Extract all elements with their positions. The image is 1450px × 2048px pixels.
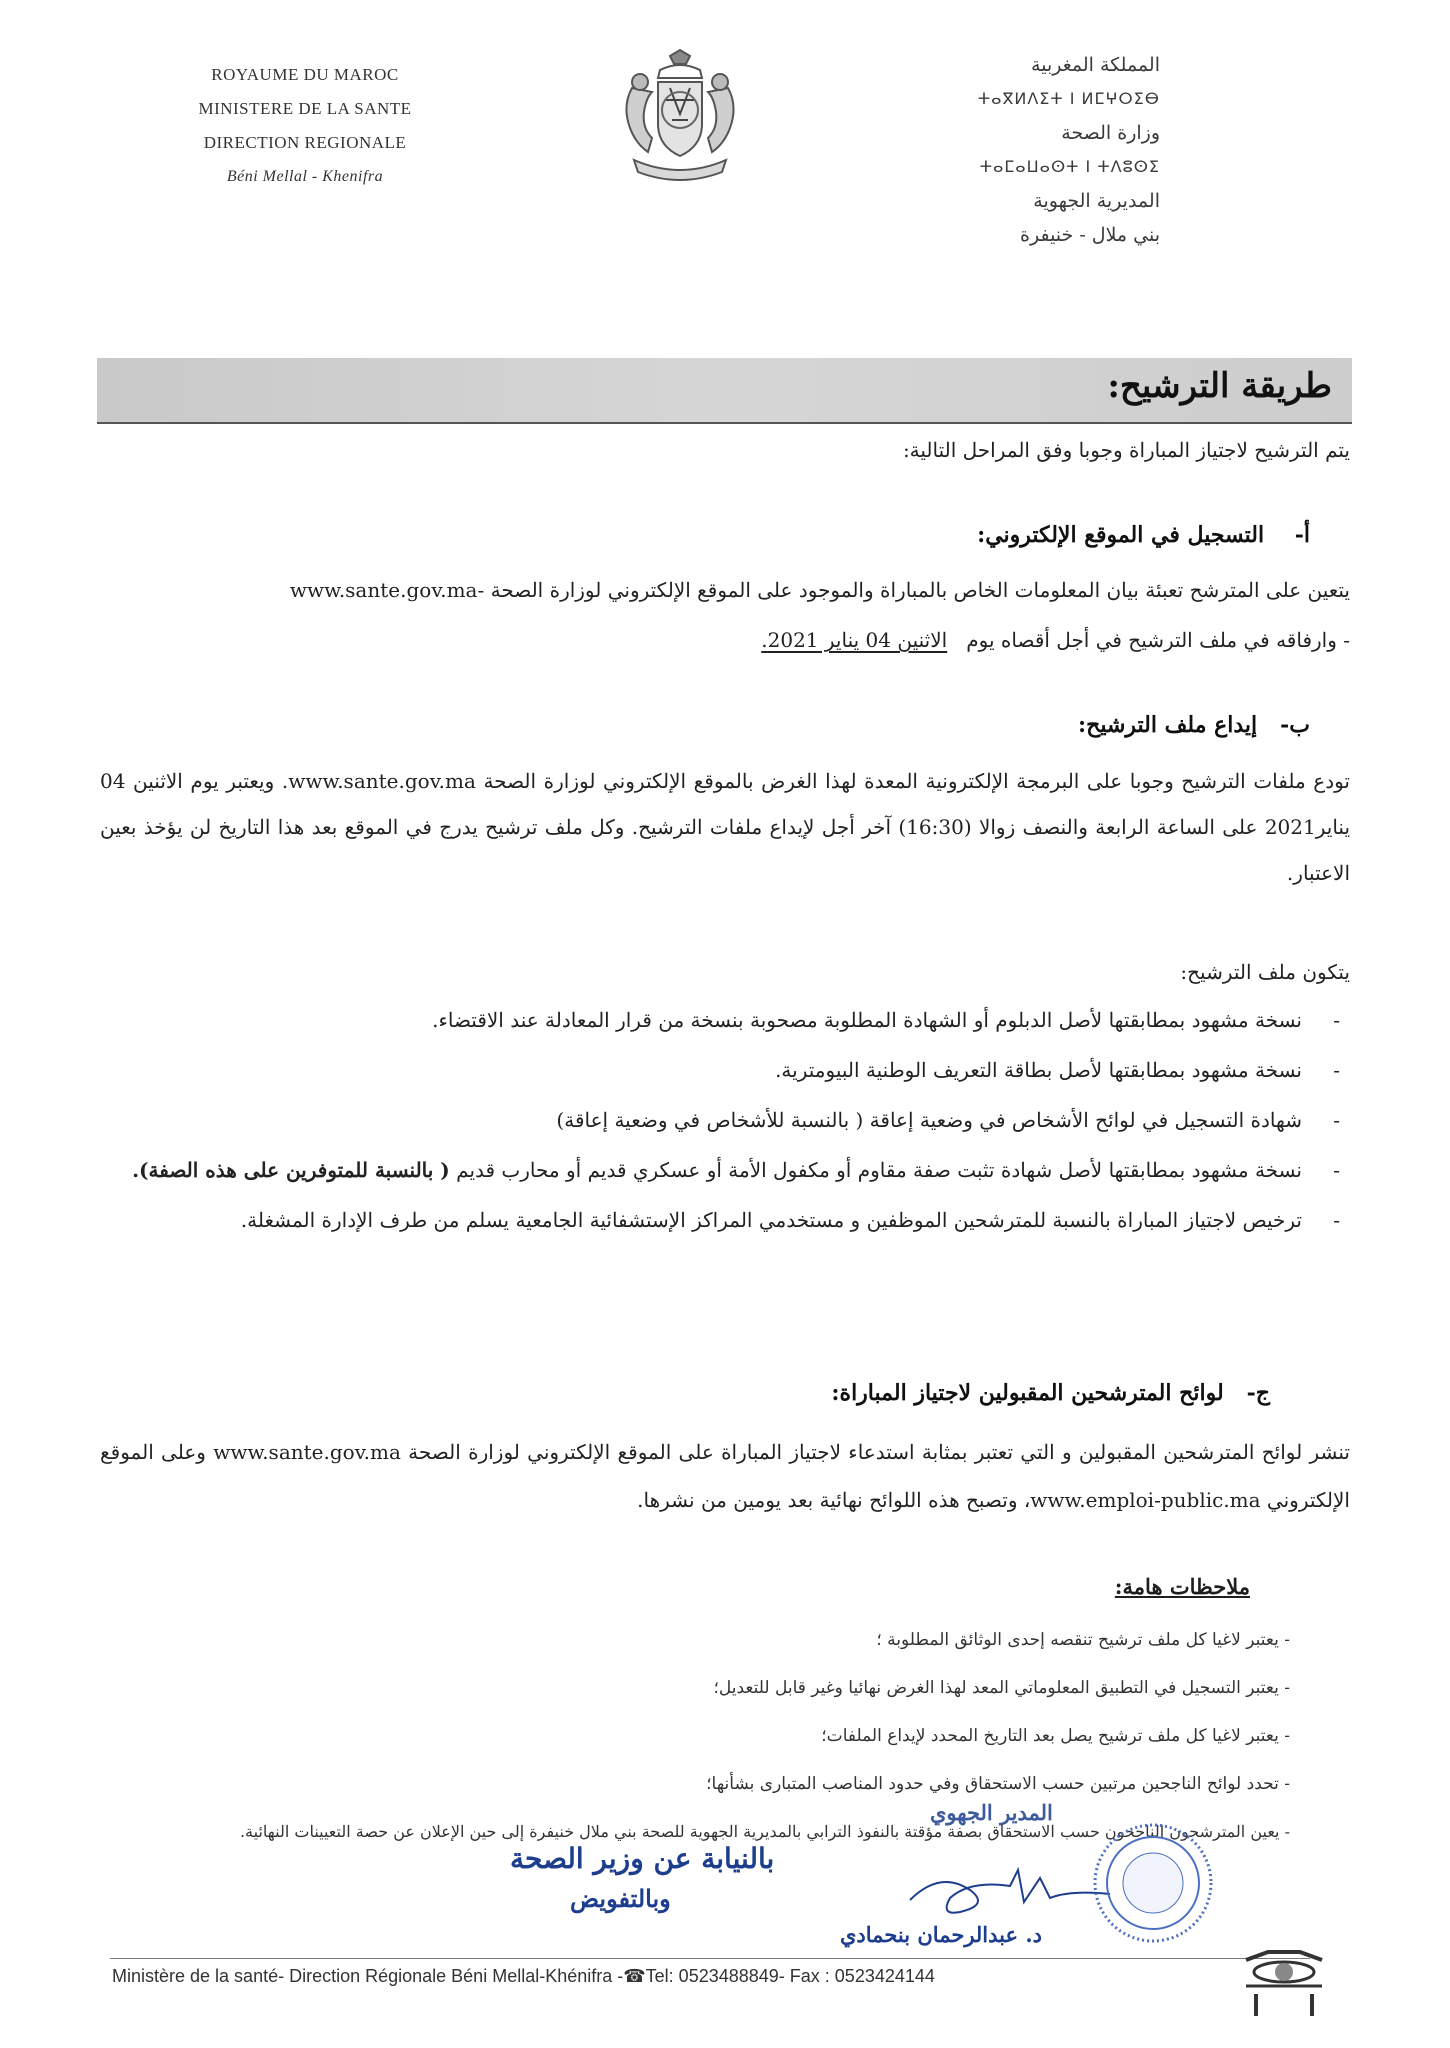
list-item: - شهادة التسجيل في لوائح الأشخاص في وضعية إعاقة ( بالنسبة للأشخاص في وضعية إعاقة) bbox=[556, 1108, 1340, 1132]
header-ar-line-5: المديرية الجهوية bbox=[1033, 190, 1160, 212]
ministry-eye-logo-icon bbox=[1238, 1950, 1330, 2020]
section-a-title: التسجيل في الموقع الإلكتروني: bbox=[977, 522, 1265, 548]
section-b-heading bbox=[1078, 712, 1310, 738]
footer-text: Ministère de la santé- Direction Régionale Béni Mellal-Khénifra - bbox=[112, 1966, 624, 1986]
header-fr-line-2: MINISTERE DE LA SANTE bbox=[198, 99, 412, 118]
section-c-text: تنشر لوائح المترشحين المقبولين و التي تعتبر بمثابة استدعاء لاجتياز المباراة على الموقع الإلكتروني لوزارة الصحة www.sante.gov.ma وعلى الموقع الإلكتروني www.emploi-public.ma، وتصبح هذه اللوائح نهائية بعد يومين من نشرها. bbox=[100, 1440, 1350, 1512]
footer-divider bbox=[110, 1958, 1310, 1959]
note-item: - يعتبر التسجيل في التطبيق المعلوماتي المعد لهذا الغرض نهائيا وغير قابل للتعديل؛ bbox=[713, 1678, 1290, 1698]
official-stamp-icon bbox=[1088, 1818, 1218, 1948]
intro-text: يتم الترشيح لاجتياز المباراة وجوبا وفق المراحل التالية: bbox=[902, 438, 1350, 462]
note-item: - تحدد لوائح الناجحين مرتبين حسب الاستحقاق وفي حدود المناصب المتبارى بشأنها؛ bbox=[706, 1774, 1290, 1794]
header-ar-line-3: وزارة الصحة bbox=[1061, 122, 1160, 144]
header-fr-line-4: Béni Mellal - Khenifra bbox=[226, 168, 384, 185]
file-intro: يتكون ملف الترشيح: bbox=[1180, 960, 1350, 984]
section-a-line-2 bbox=[90, 618, 1350, 662]
section-a-letter: أ- bbox=[1294, 522, 1310, 548]
footer-contact bbox=[112, 1966, 935, 1987]
file-item-text: نسخة مشهود بمطابقتها لأصل بطاقة التعريف الوطنية البيومترية. bbox=[775, 1058, 1302, 1082]
section-a-line-1: يتعين على المترشح تعبئة بيان المعلومات الخاص بالمباراة والموجود على الموقع الإلكتروني لوزارة الصحة -www.sante.gov.ma bbox=[289, 578, 1350, 602]
section-a-deadline: الاثنين 04 يناير 2021. bbox=[761, 628, 948, 652]
file-item-bold-note: ( بالنسبة للمتوفرين على هذه الصفة). bbox=[132, 1158, 450, 1182]
signatory-name: د. عبدالرحمان بنحمادي bbox=[840, 1922, 1043, 1947]
section-a-heading bbox=[977, 522, 1310, 548]
file-item-text: نسخة مشهود بمطابقتها لأصل الدبلوم أو الشهادة المطلوبة مصحوبة بنسخة من قرار المعادلة عند الاقتضاء. bbox=[432, 1008, 1302, 1032]
header-fr-line-1: ROYAUME DU MAROC bbox=[211, 65, 399, 84]
file-item-text: نسخة مشهود بمطابقتها لأصل شهادة تثبت صفة مقاوم أو مكفول الأمة أو عسكري قديم أو محارب قديم bbox=[456, 1158, 1302, 1182]
note-item: - يعتبر لاغيا كل ملف ترشيح تنقصه إحدى الوثائق المطلوبة ؛ bbox=[876, 1630, 1290, 1650]
section-c-title: لوائح المترشحين المقبولين لاجتياز المباراة: bbox=[831, 1380, 1224, 1406]
file-item-text: ترخيص لاجتياز المباراة بالنسبة للمترشحين الموظفين و مستخدمي المراكز الإستشفائية الجامعية يسلم من طرف الإدارة المشغلة. bbox=[240, 1208, 1302, 1232]
list-item: - نسخة مشهود بمطابقتها لأصل الدبلوم أو الشهادة المطلوبة مصحوبة بنسخة من قرار المعادلة عند الاقتضاء. bbox=[432, 1008, 1340, 1032]
section-banner bbox=[97, 358, 1352, 424]
section-b-text: تودع ملفات الترشيح وجوبا على البرمجة الإلكترونية المعدة لهذا الغرض بالموقع الإلكتروني لوزارة الصحة www.sante.gov.ma. ويعتبر يوم الاثنين 04 يناير2021 على الساعة الرابعة والنصف زوالا (16:30) آخر أجل لإيداع ملفات الترشيح. وكل ملف ترشيح يدرج في الموقع بعد هذا التاريخ لن يؤخذ بعين الاعتبار. bbox=[100, 769, 1351, 885]
header-french bbox=[150, 58, 460, 194]
signature-line-2: وبالتفويض bbox=[570, 1884, 671, 1913]
section-b-letter: ب- bbox=[1280, 712, 1310, 738]
header-fr-line-3: DIRECTION REGIONALE bbox=[203, 133, 407, 152]
banner-title: طريقة الترشيح: bbox=[1107, 366, 1332, 406]
file-item-text: شهادة التسجيل في لوائح الأشخاص في وضعية إعاقة ( بالنسبة للأشخاص في وضعية إعاقة) bbox=[556, 1108, 1302, 1132]
section-c-heading bbox=[831, 1380, 1270, 1406]
note-item: - يعين المترشحون الناجحون حسب الاستحقاق بصفة مؤقتة بالنفوذ الترابي بالمديرية الجهوية للصحة بني ملال خنيفرة إلى حين الإعلان عن حصة التعيينات النهائية. bbox=[239, 1822, 1290, 1841]
header-ar-line-1: المملكة المغربية bbox=[1031, 54, 1160, 76]
section-b-title: إيداع ملف الترشيح: bbox=[1078, 712, 1258, 738]
footer-phone-fax: Tel: 0523488849- Fax : 0523424144 bbox=[645, 1966, 935, 1986]
signature-line-1: بالنيابة عن وزير الصحة bbox=[510, 1842, 775, 1875]
handwritten-signature bbox=[900, 1850, 1120, 1930]
telephone-icon: ☎ bbox=[623, 1966, 646, 1986]
section-a-line-2-start: - وارفاقه في ملف الترشيح في أجل أقصاه يوم bbox=[966, 628, 1350, 652]
header-arabic bbox=[900, 48, 1160, 252]
header-ar-line-6: بني ملال - خنيفرة bbox=[1020, 224, 1160, 246]
notes-title: ملاحظات هامة: bbox=[1114, 1574, 1250, 1599]
list-item: - نسخة مشهود بمطابقتها لأصل شهادة تثبت صفة مقاوم أو مكفول الأمة أو عسكري قديم أو محارب قديم ( بالنسبة للمتوفرين على هذه الصفة). bbox=[132, 1158, 1340, 1182]
header-tifinagh-line-2: ⵜⴰⵎⴰⵡⴰⵙⵜ ⵏ ⵜⴷⵓⵙⵉ bbox=[979, 157, 1160, 176]
section-c-letter: ج- bbox=[1246, 1380, 1270, 1406]
list-item: - ترخيص لاجتياز المباراة بالنسبة للمترشحين الموظفين و مستخدمي المراكز الإستشفائية الجامعية يسلم من طرف الإدارة المشغلة. bbox=[240, 1208, 1340, 1232]
header-tifinagh-line-1: ⵜⴰⴳⵍⴷⵉⵜ ⵏ ⵍⵎⵖⵔⵉⴱ bbox=[977, 89, 1160, 108]
signature-title: المدير الجهوي bbox=[930, 1800, 1053, 1825]
list-item: - نسخة مشهود بمطابقتها لأصل بطاقة التعريف الوطنية البيومترية. bbox=[775, 1058, 1340, 1082]
moroccan-coat-of-arms-icon bbox=[612, 48, 748, 186]
file-items-list bbox=[100, 998, 1350, 1248]
note-item: - يعتبر لاغيا كل ملف ترشيح يصل بعد التاريخ المحدد لإيداع الملفات؛ bbox=[821, 1726, 1290, 1746]
